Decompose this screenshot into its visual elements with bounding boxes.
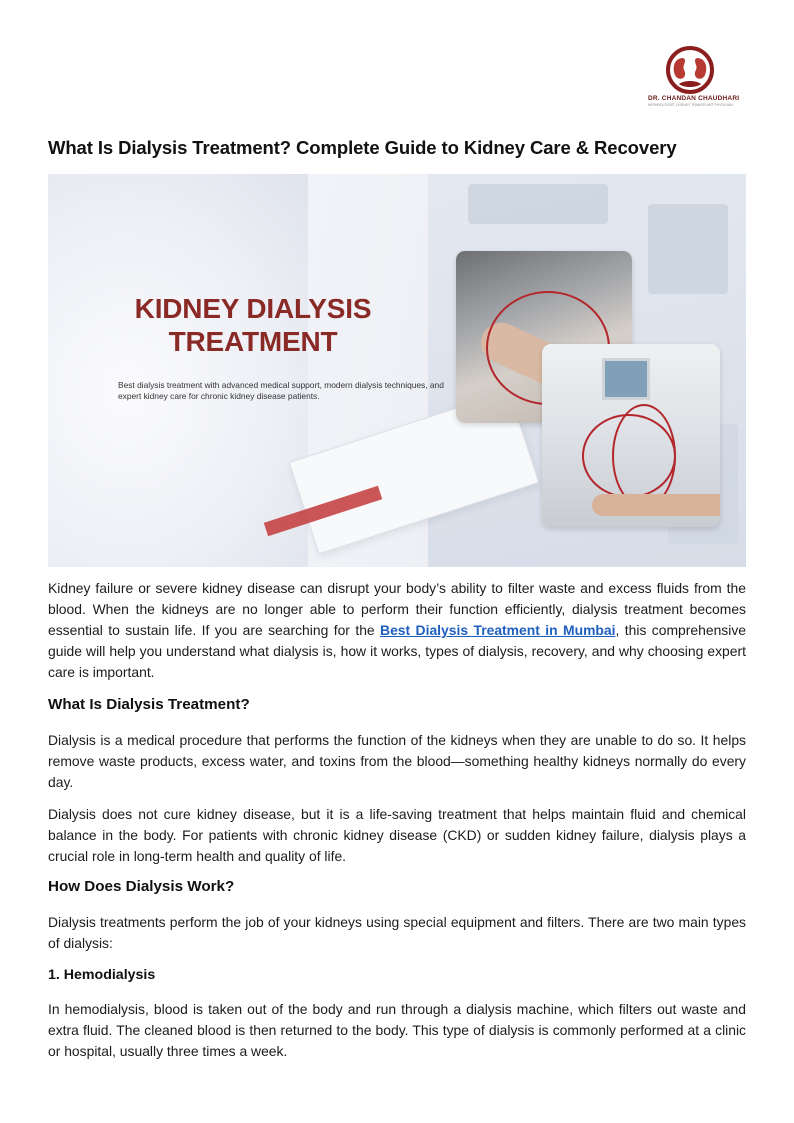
hero-heading-line1: KIDNEY DIALYSIS [134,293,372,324]
kidney-logo-icon [663,46,717,94]
hero-machine-screen [602,358,650,400]
logo-name: DR. CHANDAN CHAUDHARI [648,95,740,102]
hero-photo-machine [542,344,720,527]
section2-paragraph-1: Dialysis treatments perform the job of your kidneys using special equipment and filters. There are two main types of dialysis: [48,914,746,951]
hero-heading [103,292,403,358]
hero-photo-patient-arm [592,494,720,516]
article-title: What Is Dialysis Treatment? Complete Guide to Kidney Care & Recovery [48,137,677,158]
best-dialysis-mumbai-link[interactable]: Best Dialysis Treatment in Mumbai [380,622,616,638]
section1-paragraph-1: Dialysis is a medical procedure that performs the function of the kidneys when they are unable to do so. It helps remove waste products, excess water, and toxins from the blood—something healthy kidneys normally do every day. [48,732,746,790]
subsection-heading-hemodialysis: 1. Hemodialysis [48,967,156,983]
intro-text: Kidney failure or severe kidney disease can disrupt your body’s ability to filter waste and excess fluids from the blood. When the kidneys are no longer able to perform their function efficiently, dialysis treatment becomes essential to sustain life. If you are searching for the [48,580,746,638]
hero-doctor-coat [48,174,308,567]
hero-equipment-panel [468,184,608,224]
hero-subtext: Best dialysis treatment with advanced medical support, modern dialysis techniques, and expert kidney care for chronic kidney disease patients. [118,380,444,401]
intro-text-continued: , this comprehensive guide will help you understand what dialysis is, how it works, types of dialysis, recovery, and why choosing expert care is important. [48,622,747,680]
section-heading-how-dialysis-works: How Does Dialysis Work? [48,878,235,895]
hero-heading-line2: TREATMENT [168,326,338,357]
hemodialysis-paragraph: In hemodialysis, blood is taken out of the body and run through a dialysis machine, which filters out waste and extra fluid. The cleaned blood is then returned to the body. This type of dialysis is commonly performed at a clinic or hospital, usually three times a week. [48,1001,746,1059]
hero-equipment-panel [648,204,728,294]
intro-paragraph [48,578,746,683]
logo-tagline: NEPHROLOGIST | KIDNEY TRANSPLANT PHYSICIAN [648,103,733,107]
hero-machine-tube [612,404,676,508]
section1-paragraph-2: Dialysis does not cure kidney disease, but it is a life-saving treatment that helps maintain fluid and chemical balance in the body. For patients with chronic kidney disease (CKD) or sudden kidney failure, dialysis plays a crucial role in long-term health and quality of life. [48,806,746,864]
hero-image [48,174,746,567]
clinic-logo [648,46,740,120]
section-heading-what-is-dialysis: What Is Dialysis Treatment? [48,696,250,713]
